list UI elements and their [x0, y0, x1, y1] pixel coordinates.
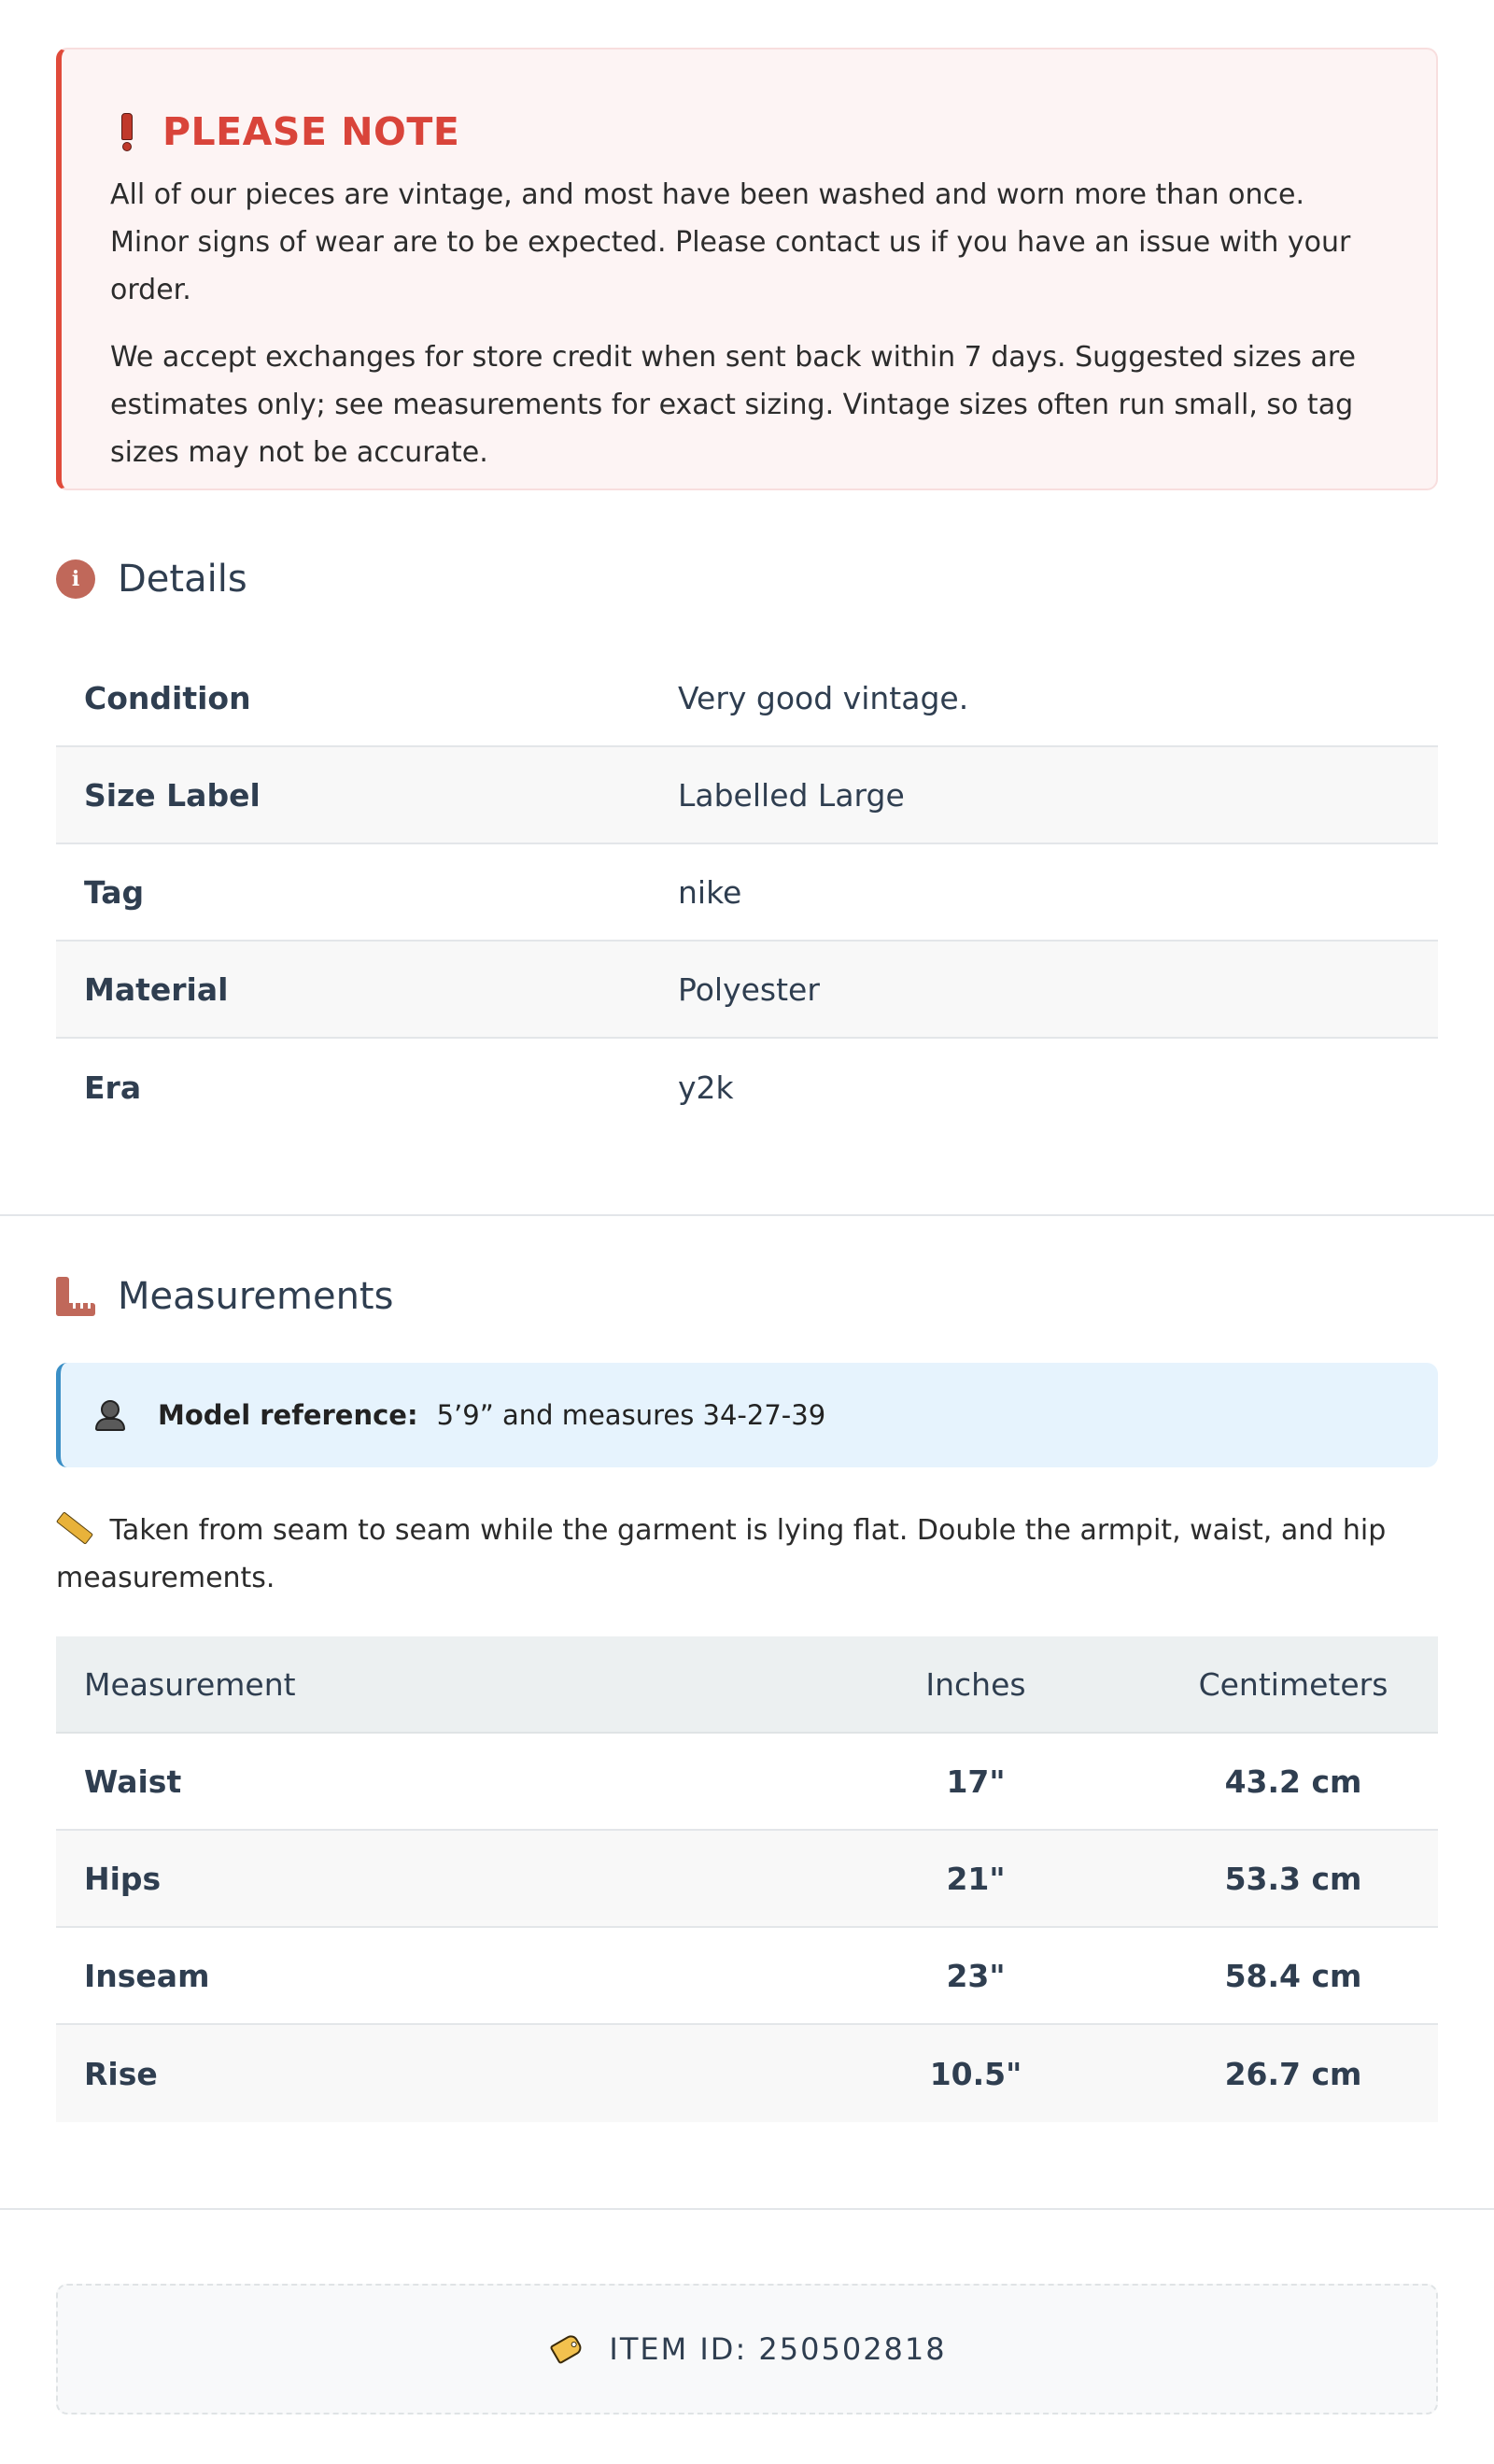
model-reference — [56, 1363, 1438, 1467]
notice-paragraph: We accept exchanges for store credit when sent back within 7 days. Suggested sizes are estimates only; see measurements for exact sizing. Vintage sizes often run small, so tag sizes may not be accurate. — [110, 341, 1357, 469]
details-title: Details — [118, 558, 247, 601]
measurement-inches: 23" — [946, 1957, 1006, 1994]
details-label: Size Label — [84, 776, 261, 814]
measurement-inches: 21" — [946, 1860, 1006, 1897]
column-header: Centimeters — [1198, 1665, 1388, 1703]
info-icon: i — [56, 559, 95, 599]
measurements-title: Measurements — [118, 1275, 394, 1318]
item-id: ITEM ID: 250502818 — [609, 2331, 947, 2367]
measurement-inches: 17" — [946, 1763, 1006, 1800]
details-value: Polyester — [678, 970, 820, 1008]
item-id-box — [56, 2284, 1438, 2414]
measurement-cm: 43.2 cm — [1224, 1763, 1362, 1800]
details-value: Labelled Large — [678, 776, 905, 814]
details-header — [56, 551, 1438, 607]
model-reference-value: 5’9” and measures 34-27-39 — [436, 1399, 826, 1431]
ruler-icon — [56, 1277, 95, 1316]
section-divider — [0, 1214, 1494, 1216]
column-header: Inches — [925, 1665, 1026, 1703]
measurement-hint-text: Taken from seam to seam while the garment is lying flat. Double the armpit, waist, and hip measurements. — [56, 1514, 1387, 1594]
measurement-name: Waist — [84, 1763, 182, 1800]
column-header: Measurement — [84, 1665, 296, 1703]
section-divider — [0, 2208, 1494, 2210]
notice-header — [110, 104, 1388, 160]
table-row — [56, 1734, 1438, 1831]
notice-paragraph: All of our pieces are vintage, and most have been washed and worn more than once. Minor signs of wear are to be expected. Please contact us if you have an issue with your order. — [110, 178, 1351, 306]
table-row — [56, 2025, 1438, 2122]
measurements-header — [56, 1268, 1438, 1324]
measurement-name: Rise — [84, 2055, 158, 2092]
tag-icon — [543, 2326, 591, 2372]
exclamation-icon — [120, 113, 133, 150]
measurement-cm: 58.4 cm — [1224, 1957, 1362, 1994]
measurement-name: Hips — [84, 1860, 162, 1897]
measurement-name: Inseam — [84, 1957, 210, 1994]
details-label: Era — [84, 1069, 142, 1106]
table-header — [56, 1636, 1438, 1734]
details-row — [56, 747, 1438, 844]
pencil-icon — [56, 1511, 93, 1545]
measurement-cm: 26.7 cm — [1224, 2055, 1362, 2092]
person-icon — [94, 1399, 126, 1431]
measurements-table — [56, 1636, 1438, 2122]
details-label: Material — [84, 970, 229, 1008]
details-label: Condition — [84, 679, 251, 716]
measurement-cm: 53.3 cm — [1224, 1860, 1362, 1897]
notice-box — [56, 48, 1438, 490]
details-row — [56, 942, 1438, 1039]
table-row — [56, 1928, 1438, 2025]
measurement-inches: 10.5" — [929, 2055, 1022, 2092]
details-row — [56, 844, 1438, 942]
details-row — [56, 1039, 1438, 1136]
details-table — [56, 650, 1438, 1136]
details-value: Very good vintage. — [678, 679, 969, 716]
details-value: nike — [678, 873, 742, 911]
details-row — [56, 650, 1438, 747]
notice-title: PLEASE NOTE — [162, 109, 460, 154]
table-row — [56, 1831, 1438, 1928]
model-reference-label: Model reference: — [158, 1399, 418, 1431]
details-value: y2k — [678, 1069, 734, 1106]
details-label: Tag — [84, 873, 145, 911]
measurement-hint — [56, 1507, 1438, 1602]
